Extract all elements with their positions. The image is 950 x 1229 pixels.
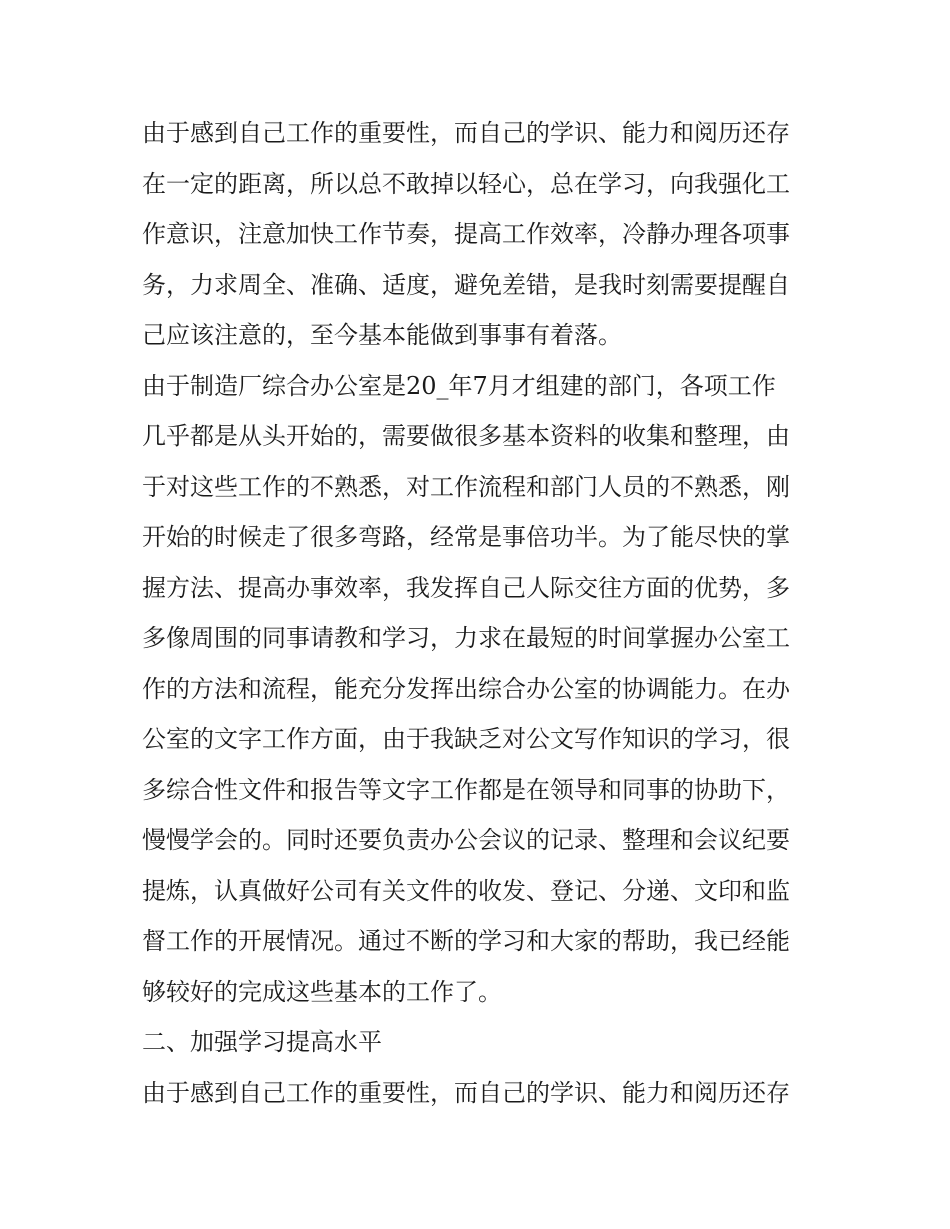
text-line: 于对这些工作的不熟悉，对工作流程和部门人员的不熟悉，刚 xyxy=(142,472,790,501)
text-line: 多像周围的同事请教和学习，力求在最短的时间掌握办公室工 xyxy=(142,624,790,652)
text-line: 慢慢学会的。同时还要负责办公会议的记录、整理和会议纪要 xyxy=(142,826,790,854)
text-line: 己应该注意的，至今基本能做到事事有着落。 xyxy=(142,321,622,349)
text-line: 由于制造厂综合办公室是20_年7月才组建的部门，各项工作 xyxy=(142,371,776,400)
document-body xyxy=(142,108,822,1118)
text-line: 由于感到自己工作的重要性，而自己的学识、能力和阅历还存 xyxy=(142,1078,790,1107)
text-line: 务，力求周全、准确、适度，避免差错，是我时刻需要提醒自 xyxy=(142,270,790,299)
text-line: 握方法、提高办事效率，我发挥自己人际交往方面的优势，多 xyxy=(142,573,790,602)
text-line: 由于感到自己工作的重要性，而自己的学识、能力和阅历还存 xyxy=(142,119,790,147)
text-line: 提炼，认真做好公司有关文件的收发、登记、分递、文印和监 xyxy=(142,876,790,905)
text-line: 督工作的开展情况。通过不断的学习和大家的帮助，我已经能 xyxy=(142,927,790,955)
paragraph-3 xyxy=(142,1068,822,1119)
text-line: 多综合性文件和报告等文字工作都是在领导和同事的协助下， xyxy=(142,775,790,804)
text-line: 在一定的距离，所以总不敢掉以轻心，总在学习，向我强化工 xyxy=(142,169,790,198)
text-line: 几乎都是从头开始的，需要做很多基本资料的收集和整理，由 xyxy=(142,422,790,450)
heading-line: 二、加强学习提高水平 xyxy=(142,1028,382,1056)
text-line: 开始的时候走了很多弯路，经常是事倍功半。为了能尽快的掌 xyxy=(142,523,790,551)
text-line: 作意识，注意加快工作节奏，提高工作效率，冷静办理各项事 xyxy=(142,220,790,248)
section-heading xyxy=(142,1017,822,1068)
text-line: 公室的文字工作方面，由于我缺乏对公文写作知识的学习，很 xyxy=(142,725,790,753)
text-line: 作的方法和流程，能充分发挥出综合办公室的协调能力。在办 xyxy=(142,674,790,703)
paragraph-1 xyxy=(142,108,822,361)
text-line: 够较好的完成这些基本的工作了。 xyxy=(142,977,502,1006)
paragraph-2 xyxy=(142,361,822,1018)
